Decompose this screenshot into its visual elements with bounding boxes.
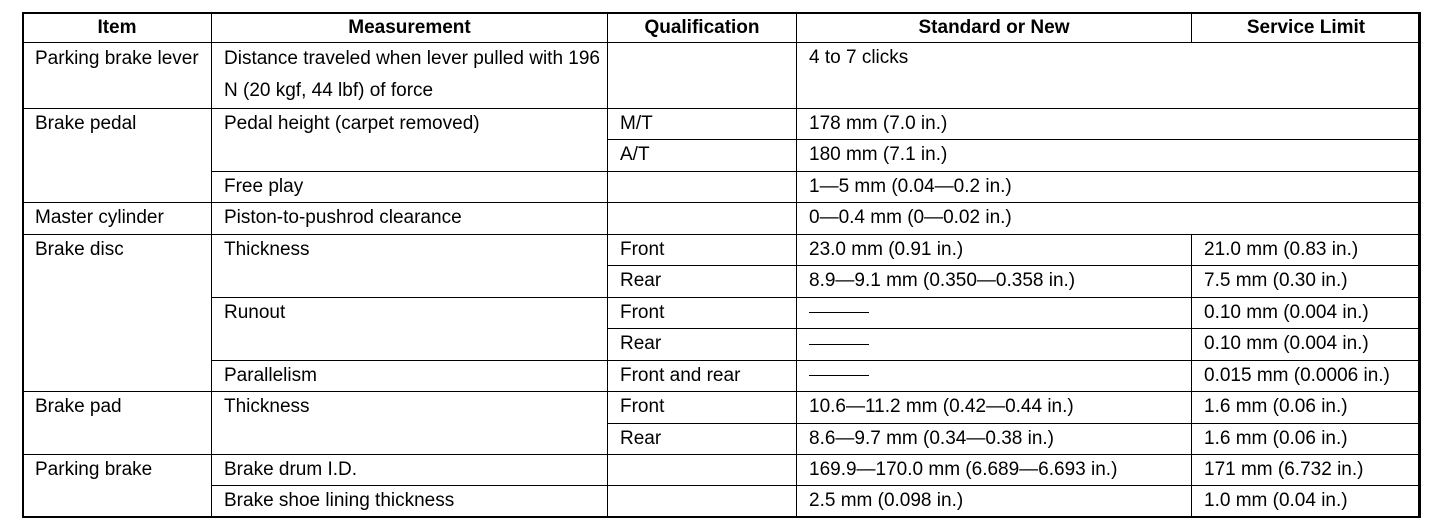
table-row xyxy=(23,454,1421,485)
qualification-cell: Front xyxy=(608,392,797,423)
qualification-cell: Rear xyxy=(608,423,797,454)
standard-cell: 1—5 mm (0.04—0.2 in.) xyxy=(797,171,1421,202)
qualification-cell: Front xyxy=(608,234,797,265)
qualification-cell xyxy=(608,454,797,485)
table-row xyxy=(23,360,1421,391)
standard-cell: 180 mm (7.1 in.) xyxy=(797,140,1421,171)
not-applicable-dash xyxy=(809,344,869,345)
standard-cell: 178 mm (7.0 in.) xyxy=(797,108,1421,139)
standard-cell xyxy=(797,297,1192,328)
service-limit-cell: 0.015 mm (0.0006 in.) xyxy=(1192,360,1421,391)
qualification-cell: Rear xyxy=(608,266,797,297)
header-row xyxy=(23,13,1421,43)
item-cell: Parking brake lever xyxy=(23,43,212,109)
service-limit-cell: 171 mm (6.732 in.) xyxy=(1192,454,1421,485)
measurement-cell: Thickness xyxy=(212,392,608,455)
standard-cell: 4 to 7 clicks xyxy=(797,43,1421,109)
item-cell: Brake disc xyxy=(23,234,212,391)
item-cell: Brake pedal xyxy=(23,108,212,202)
not-applicable-dash xyxy=(809,312,869,313)
service-limit-cell: 0.10 mm (0.004 in.) xyxy=(1192,297,1421,328)
standard-cell: 8.9—9.1 mm (0.350—0.358 in.) xyxy=(797,266,1192,297)
qualification-cell: A/T xyxy=(608,140,797,171)
service-limit-cell: 1.6 mm (0.06 in.) xyxy=(1192,423,1421,454)
service-limit-cell: 0.10 mm (0.004 in.) xyxy=(1192,329,1421,360)
item-cell: Parking brake xyxy=(23,454,212,517)
standard-cell: 2.5 mm (0.098 in.) xyxy=(797,486,1192,518)
qualification-cell: Front and rear xyxy=(608,360,797,391)
header-standard: Standard or New xyxy=(797,13,1192,43)
table-row xyxy=(23,43,1421,109)
qualification-cell xyxy=(608,43,797,109)
qualification-cell xyxy=(608,171,797,202)
table-row xyxy=(23,108,1421,139)
table-row xyxy=(23,234,1421,265)
qualification-cell: M/T xyxy=(608,108,797,139)
service-limit-cell: 21.0 mm (0.83 in.) xyxy=(1192,234,1421,265)
service-limit-cell: 1.0 mm (0.04 in.) xyxy=(1192,486,1421,518)
header-service-limit: Service Limit xyxy=(1192,13,1421,43)
standard-cell xyxy=(797,329,1192,360)
qualification-cell xyxy=(608,203,797,234)
header-qualification: Qualification xyxy=(608,13,797,43)
measurement-cell: Distance traveled when lever pulled with 196 N (20 kgf, 44 lbf) of force xyxy=(212,43,608,109)
measurement-cell: Free play xyxy=(212,171,608,202)
measurement-cell: Pedal height (carpet removed) xyxy=(212,108,608,171)
not-applicable-dash xyxy=(809,375,869,376)
standard-cell: 8.6—9.7 mm (0.34—0.38 in.) xyxy=(797,423,1192,454)
table-row xyxy=(23,171,1421,202)
brake-specifications-table xyxy=(22,12,1421,518)
standard-cell xyxy=(797,360,1192,391)
item-cell: Master cylinder xyxy=(23,203,212,234)
table-row xyxy=(23,486,1421,518)
table-row xyxy=(23,392,1421,423)
measurement-cell: Parallelism xyxy=(212,360,608,391)
table-row xyxy=(23,297,1421,328)
header-measurement: Measurement xyxy=(212,13,608,43)
standard-cell: 169.9—170.0 mm (6.689—6.693 in.) xyxy=(797,454,1192,485)
measurement-cell: Piston-to-pushrod clearance xyxy=(212,203,608,234)
item-cell: Brake pad xyxy=(23,392,212,455)
measurement-cell: Brake shoe lining thickness xyxy=(212,486,608,518)
service-limit-cell: 1.6 mm (0.06 in.) xyxy=(1192,392,1421,423)
qualification-cell xyxy=(608,486,797,518)
measurement-cell: Thickness xyxy=(212,234,608,297)
service-limit-cell: 7.5 mm (0.30 in.) xyxy=(1192,266,1421,297)
header-item: Item xyxy=(23,13,212,43)
standard-cell: 10.6—11.2 mm (0.42—0.44 in.) xyxy=(797,392,1192,423)
measurement-cell: Runout xyxy=(212,297,608,360)
table-row xyxy=(23,203,1421,234)
standard-cell: 0—0.4 mm (0—0.02 in.) xyxy=(797,203,1421,234)
measurement-cell: Brake drum I.D. xyxy=(212,454,608,485)
qualification-cell: Front xyxy=(608,297,797,328)
qualification-cell: Rear xyxy=(608,329,797,360)
standard-cell: 23.0 mm (0.91 in.) xyxy=(797,234,1192,265)
